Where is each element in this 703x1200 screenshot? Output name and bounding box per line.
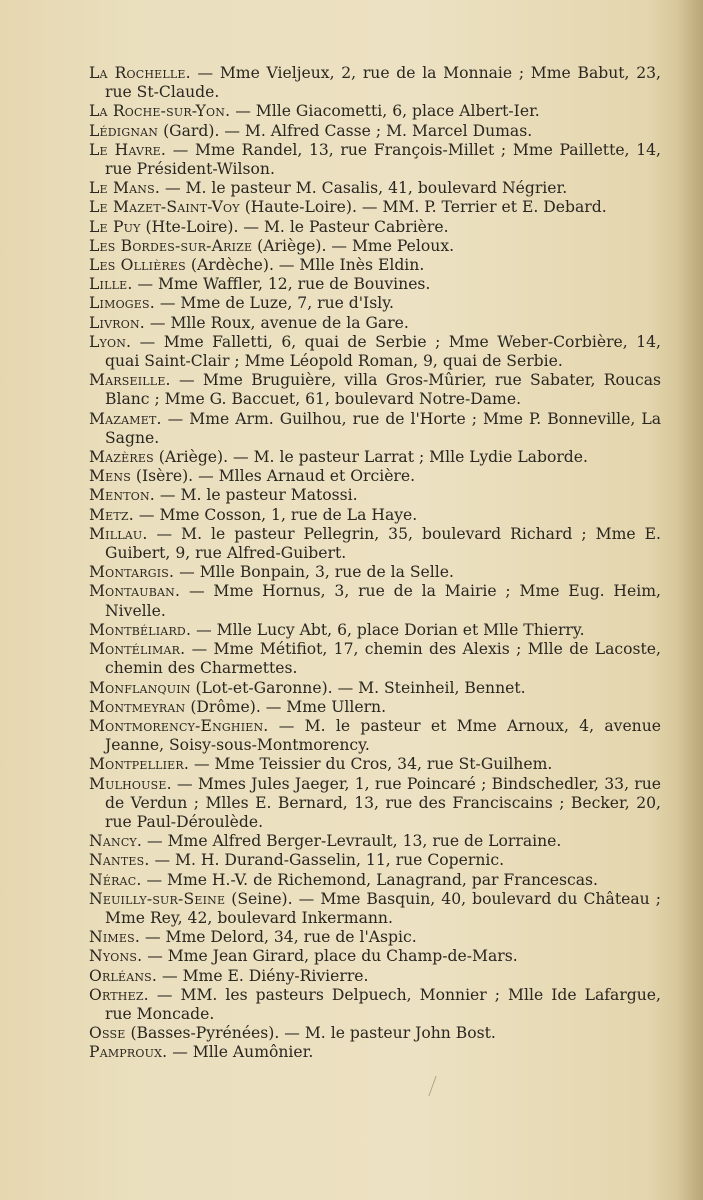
entry-details: (Seine). — Mme Basquin, 40, boulevard du Château ; Mme Rey, 42, boulevard Inkermann.	[105, 889, 661, 927]
list-entry	[89, 64, 661, 102]
list-entry	[89, 506, 661, 525]
entry-details: — Mme Alfred Berger-Levrault, 13, rue de Lorraine.	[142, 832, 562, 851]
entry-details: — Mme Vieljeux, 2, rue de la Monnaie ; Mme Babut, 23, rue St-Claude.	[105, 64, 661, 102]
list-entry	[89, 890, 661, 928]
list-entry	[89, 1043, 661, 1062]
entry-details: (Drôme). — Mme Ullern.	[185, 697, 387, 716]
list-entry	[89, 698, 661, 717]
place-name: Mens	[89, 467, 131, 486]
entry-details: — Mme H.-V. de Richemond, Lanagrand, par Francescas.	[141, 870, 599, 889]
place-name: La Rochelle.	[89, 64, 191, 82]
entry-details: (Haute-Loire). — MM. P. Terrier et E. Debard.	[239, 198, 607, 217]
entry-details: — Mlle Lucy Abt, 6, place Dorian et Mlle Thierry.	[191, 620, 585, 639]
list-entry	[89, 832, 661, 851]
entry-details: — Mme Métifiot, 17, chemin des Alexis ; Mlle de Lacoste, chemin des Charmettes.	[105, 640, 661, 678]
entry-details: — Mme Waffler, 12, rue de Bouvines.	[132, 275, 431, 294]
entry-details: — Mme Falletti, 6, quai de Serbie ; Mme Weber-Corbière, 14, quai Saint-Clair ; Mme Léopold Roman, 9, quai de Serbie.	[105, 332, 661, 371]
place-name: Lédignan	[89, 121, 159, 140]
entry-details: — MM. les pasteurs Delpuech, Monnier ; Mlle Ide Lafargue, rue Moncade.	[105, 985, 661, 1023]
place-name: Le Havre.	[89, 140, 167, 159]
entry-details: — M. le pasteur et Mme Arnoux, 4, avenue Jeanne, Soisy-sous-Montmorency.	[105, 716, 661, 755]
place-name: Nimes.	[89, 928, 140, 947]
place-name: Mazamet.	[89, 409, 162, 428]
list-entry	[89, 679, 661, 698]
list-entry	[89, 947, 661, 966]
entry-details: (Ariège). — Mme Peloux.	[252, 236, 455, 255]
place-name: Montpellier.	[89, 755, 190, 774]
entry-details: — Mme Teissier du Cros, 34, rue St-Guilhem.	[189, 755, 553, 774]
place-name: Le Mans.	[89, 179, 160, 198]
place-name: Le Mazet-Saint-Voy	[89, 198, 240, 217]
list-entry	[89, 179, 661, 198]
entry-details: (Ariège). — M. le pasteur Larrat ; Mlle Lydie Laborde.	[153, 448, 588, 467]
place-name: Limoges.	[89, 294, 155, 313]
place-name: Montmeyran	[89, 697, 186, 716]
entry-details: — M. H. Durand-Gasselin, 11, rue Copernic.	[149, 851, 505, 870]
place-name: La Roche-sur-Yon.	[89, 102, 231, 121]
list-entry	[89, 871, 661, 890]
list-entry	[89, 467, 661, 486]
place-name: Orléans.	[89, 966, 158, 985]
list-entry	[89, 314, 661, 333]
list-entry	[89, 1024, 661, 1043]
entry-details: (Isère). — Mlles Arnaud et Orcière.	[130, 467, 416, 486]
list-entry	[89, 237, 661, 256]
place-name: Montauban.	[89, 582, 181, 601]
place-name: Neuilly-sur-Seine	[89, 889, 226, 908]
list-entry	[89, 410, 661, 448]
list-entry	[89, 486, 661, 505]
address-list	[89, 64, 661, 1063]
list-entry	[89, 928, 661, 947]
entry-details: — Mme Bruguière, villa Gros-Mûrier, rue Sabater, Roucas Blanc ; Mme G. Baccuet, 61, boulevard Notre-Dame.	[105, 371, 661, 409]
entry-details: — Mme Hornus, 3, rue de la Mairie ; Mme Eug. Heim, Nivelle.	[105, 582, 661, 620]
list-entry	[89, 448, 661, 467]
place-name: Montélimar.	[89, 640, 186, 659]
place-name: Nantes.	[89, 851, 150, 870]
pencil-mark	[428, 1076, 446, 1096]
list-entry	[89, 563, 661, 582]
entry-details: (Hte-Loire). — M. le Pasteur Cabrière.	[140, 217, 449, 236]
entry-details: (Basses-Pyrénées). — M. le pasteur John Bost.	[125, 1024, 496, 1043]
entry-details: — Mme Arm. Guilhou, rue de l'Horte ; Mme P. Bonneville, La Sagne.	[105, 409, 661, 447]
entry-details: (Lot-et-Garonne). — M. Steinheil, Bennet.	[190, 678, 526, 697]
place-name: Menton.	[89, 486, 155, 505]
entry-details: — Mlle Aumônier.	[167, 1043, 314, 1062]
place-name: Nancy.	[89, 832, 143, 851]
place-name: Marseille.	[89, 371, 171, 390]
place-name: Osse	[89, 1024, 126, 1043]
place-name: Orthez.	[89, 985, 149, 1004]
entry-details: — M. le pasteur M. Casalis, 41, boulevard Négrier.	[159, 179, 568, 198]
entry-details: — Mlle Roux, avenue de la Gare.	[144, 313, 409, 332]
list-entry	[89, 640, 661, 678]
list-entry	[89, 986, 661, 1024]
place-name: Livron.	[89, 313, 145, 332]
place-name: Millau.	[89, 524, 148, 543]
place-name: Le Puy	[89, 217, 141, 236]
entry-details: — Mme Delord, 34, rue de l'Aspic.	[139, 928, 417, 947]
list-entry	[89, 218, 661, 237]
place-name: Lyon.	[89, 332, 132, 351]
list-entry	[89, 198, 661, 217]
place-name: Monflanquin	[89, 678, 191, 697]
entry-details: — Mme Jean Girard, place du Champ-de-Mars.	[142, 947, 518, 966]
entry-details: — Mmes Jules Jaeger, 1, rue Poincaré ; Bindschedler, 33, rue de Verdun ; Mlles E. Bernard, 13, rue des Franciscains ; Becker, 20, rue Paul-Déroulède.	[105, 774, 661, 831]
list-entry	[89, 621, 661, 640]
entry-details: — Mlle Bonpain, 3, rue de la Selle.	[174, 563, 454, 582]
list-entry	[89, 275, 661, 294]
place-name: Les Ollières	[89, 256, 186, 275]
entry-details: — M. le pasteur Pellegrin, 35, boulevard Richard ; Mme E. Guibert, 9, rue Alfred-Guibert.	[105, 524, 661, 563]
list-entry	[89, 525, 661, 563]
entry-details: — Mme E. Diény-Rivierre.	[157, 966, 369, 985]
place-name: Nérac.	[89, 870, 142, 889]
place-name: Montmorency-Enghien.	[89, 716, 269, 735]
list-entry	[89, 256, 661, 275]
list-entry	[89, 122, 661, 141]
list-entry	[89, 851, 661, 870]
entry-details: — Mlle Giacometti, 6, place Albert-Ier.	[230, 102, 540, 121]
entry-details: (Ardèche). — Mlle Inès Eldin.	[185, 256, 425, 275]
list-entry	[89, 755, 661, 774]
list-entry	[89, 775, 661, 833]
list-entry	[89, 371, 661, 409]
list-entry	[89, 967, 661, 986]
entry-details: — M. le pasteur Matossi.	[154, 486, 358, 505]
place-name: Lille.	[89, 275, 133, 294]
place-name: Les Bordes-sur-Arize	[89, 236, 253, 255]
place-name: Nyons.	[89, 947, 143, 966]
place-name: Mazères	[89, 448, 154, 467]
entry-details: — Mme de Luze, 7, rue d'Isly.	[154, 294, 394, 313]
list-entry	[89, 141, 661, 179]
entry-details: — Mme Randel, 13, rue François-Millet ; Mme Paillette, 14, rue Président-Wilson.	[105, 140, 661, 179]
list-entry	[89, 294, 661, 313]
list-entry	[89, 717, 661, 755]
place-name: Montbéliard.	[89, 620, 192, 639]
place-name: Pamproux.	[89, 1043, 168, 1062]
place-name: Metz.	[89, 505, 134, 524]
place-name: Montargis.	[89, 563, 175, 582]
entry-details: (Gard). — M. Alfred Casse ; M. Marcel Dumas.	[158, 121, 533, 140]
list-entry	[89, 333, 661, 371]
place-name: Mulhouse.	[89, 774, 172, 793]
list-entry	[89, 582, 661, 620]
entry-details: — Mme Cosson, 1, rue de La Haye.	[133, 505, 418, 524]
list-entry	[89, 102, 661, 121]
